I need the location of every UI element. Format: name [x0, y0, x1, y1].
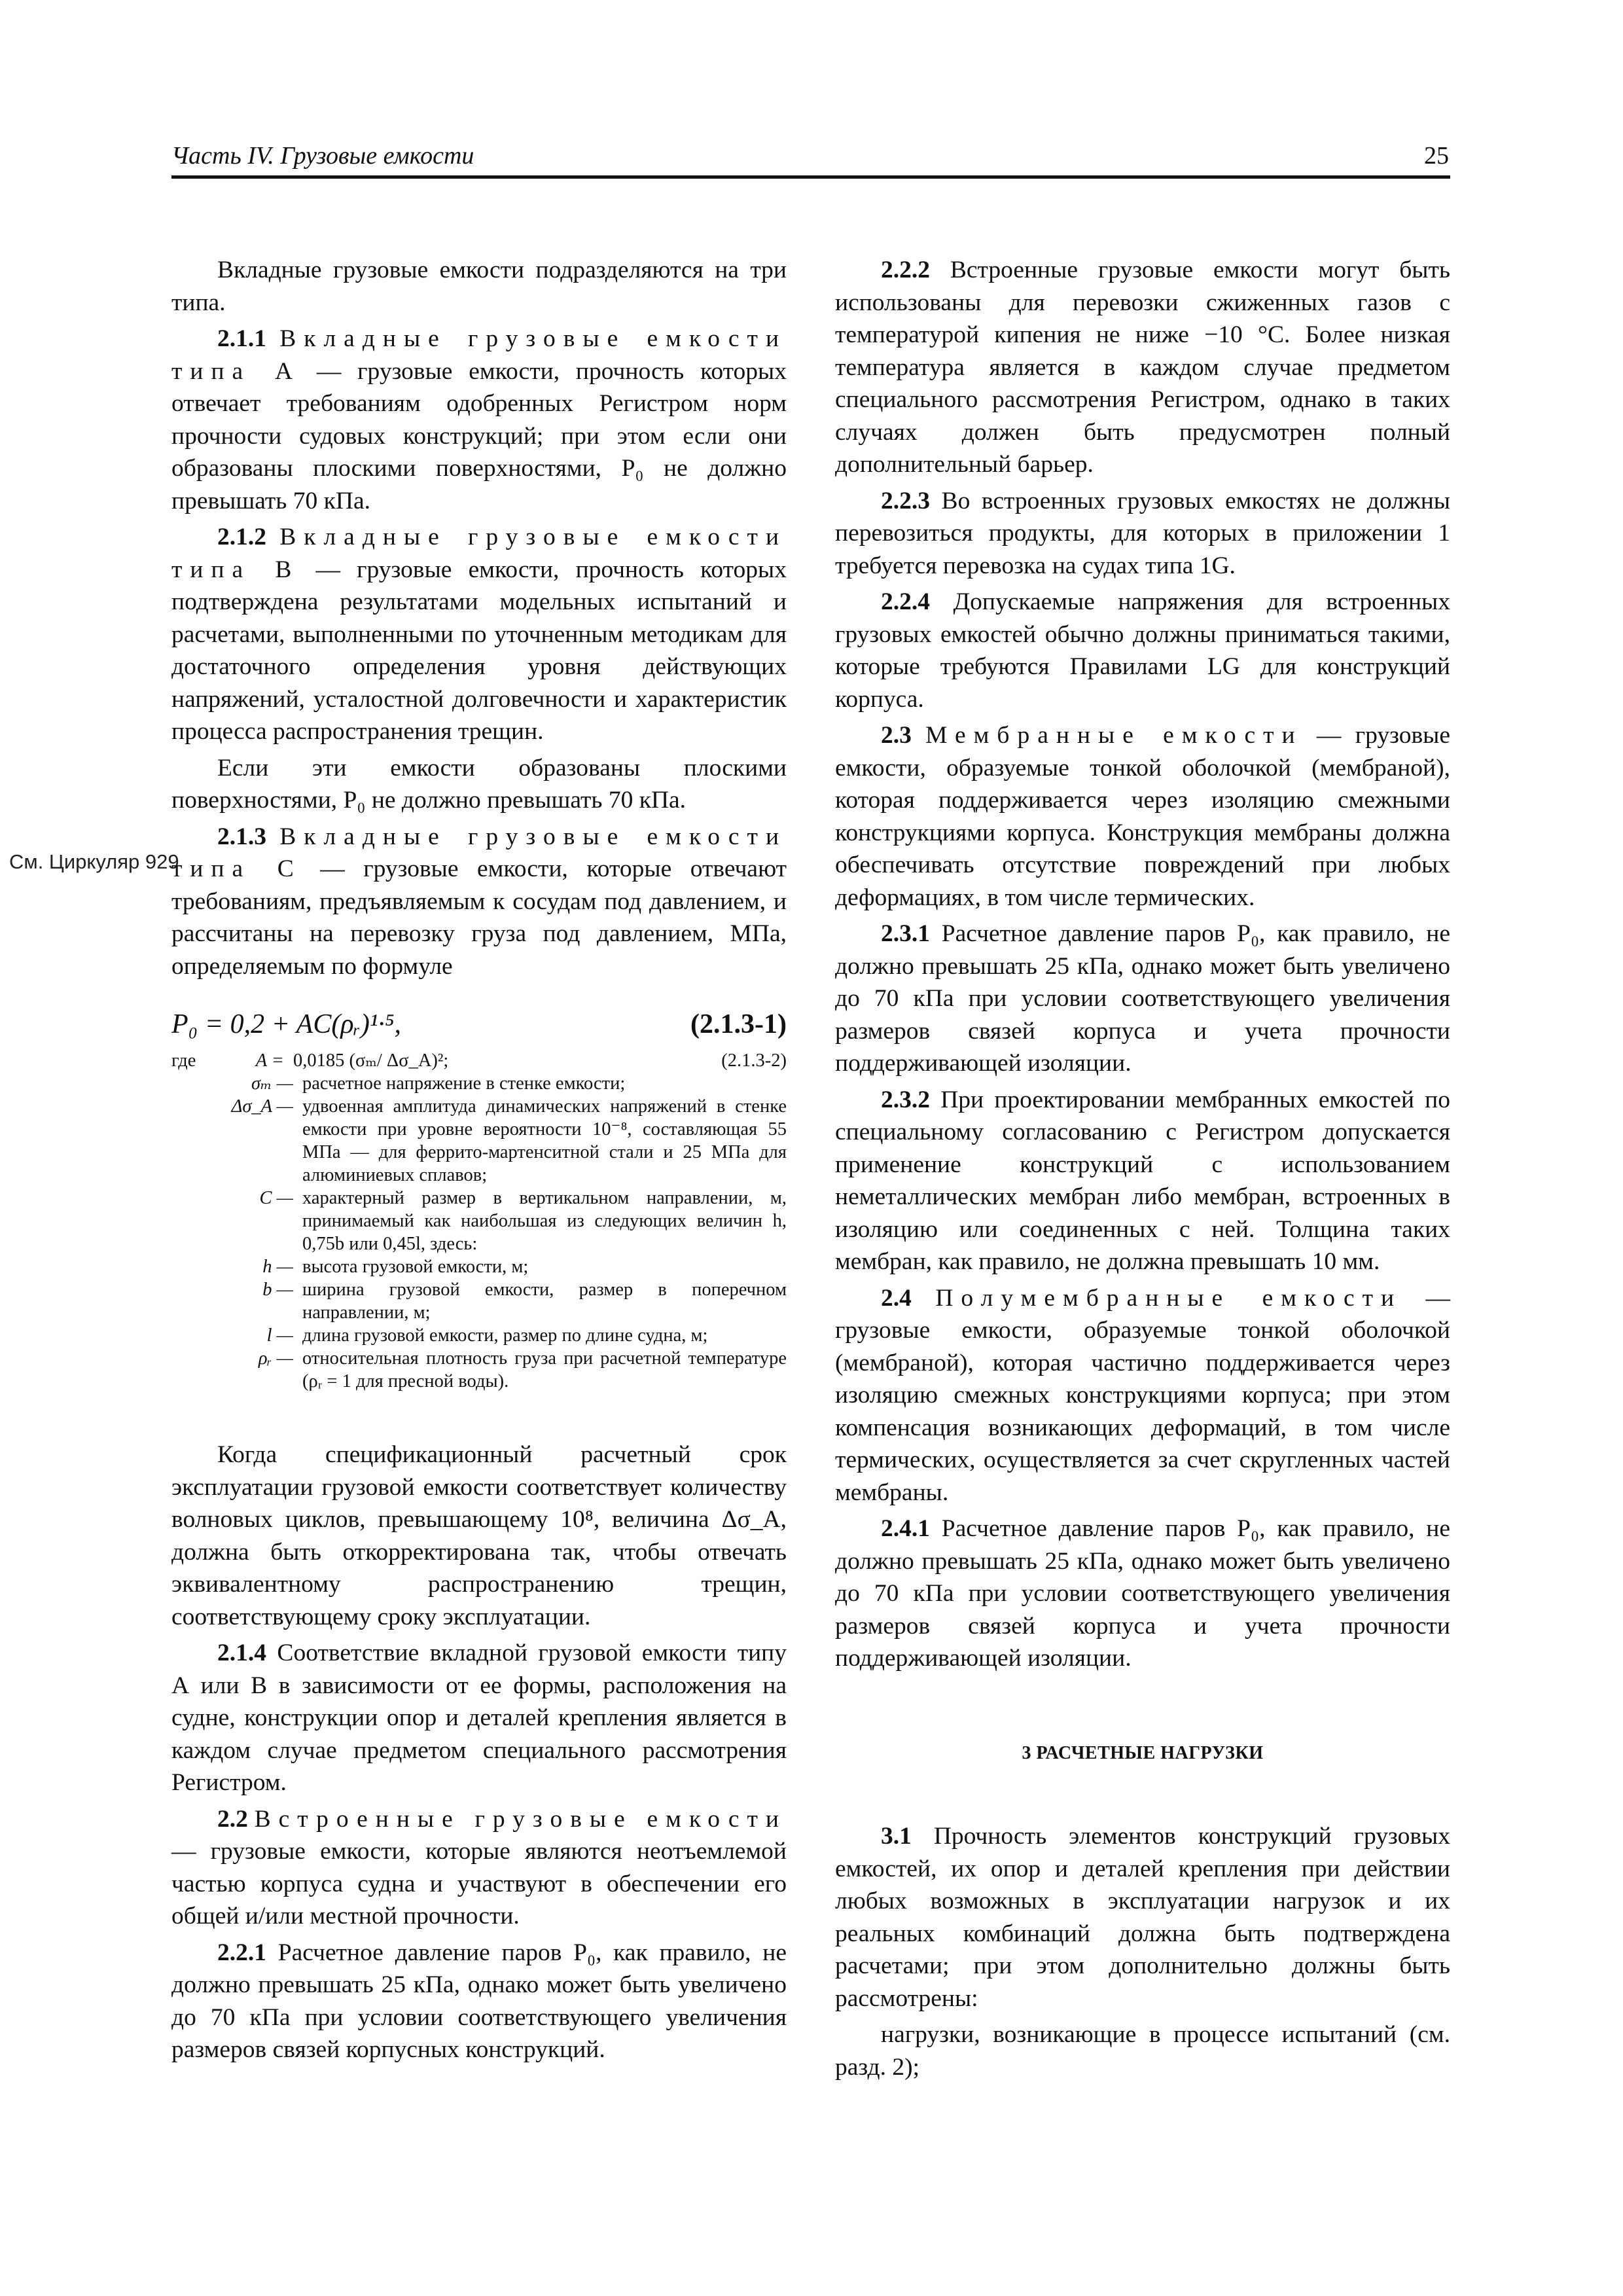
definition-symbol: b —	[262, 1280, 293, 1300]
definition-row	[171, 1095, 787, 1187]
para-number: 2.2.1	[217, 1939, 266, 1966]
paragraph-2-2	[171, 1803, 787, 1933]
para-title: Мембранные емкости	[925, 722, 1303, 749]
paragraph-3-1-item: нагрузки, возникающие в процессе испытаний (см. разд. 2);	[835, 2021, 1450, 2081]
right-column	[835, 254, 1450, 2087]
para-number: 2.2.2	[881, 257, 930, 283]
definition-symbol: C —	[259, 1188, 293, 1208]
paragraph-2-2-3	[835, 485, 1450, 583]
paragraph-service-life: Когда спецификационный расчетный срок эксплуатации грузовой емкости соответствует количеству волновых циклов, превышающему 10⁸, величина Δσ_A, должна быть откорректирована так, чтобы отвечать эквивалентному распространению трещин, соответствующему сроку эксплуатации.	[171, 1441, 787, 1630]
formula-definitions	[171, 1049, 787, 1393]
para-title: Вкладные грузовые емкости типа В	[171, 524, 787, 583]
para-title: Встроенные грузовые емкости	[254, 1805, 787, 1833]
definition-row	[171, 1072, 787, 1095]
definition-symbol: A =	[255, 1050, 284, 1071]
para-number: 3.1	[881, 1823, 912, 1850]
side-note-circular: См. Циркуляр 929	[9, 850, 179, 873]
definition-text: 0,0185 (σₘ/ Δσ_A)²;	[293, 1050, 449, 1071]
para-text: Расчетное давление паров P₀, как правило, не должно превышать 25 кПа, однако может быть увеличено до 70 кПа при условии соответствующего увеличения размеров связей корпуса и учета прочности поддерживающей изоляции.	[835, 1515, 1450, 1672]
page-number: 25	[1424, 142, 1449, 170]
para-text: — грузовые емкости, прочность которых отвечает требованиям одобренных Регистром норм прочности судовых конструкций; при этом если они образованы плоскими поверхностями, P₀ не должно превышать 70 кПа.	[171, 357, 787, 514]
definition-text: расчетное напряжение в стенке емкости;	[302, 1073, 626, 1094]
para-number: 2.3	[881, 722, 912, 749]
para-text: Соответствие вкладной грузовой емкости типу А или В в зависимости от ее формы, расположения на судне, конструкции опор и деталей крепления является в каждом случае предметом специального рассмотрения Регистром.	[171, 1640, 787, 1796]
para-title: Полумембранные емкости	[935, 1284, 1402, 1312]
paragraph-2-1-2-flat: Если эти емкости образованы плоскими поверхностями, P₀ не должно превышать 70 кПа.	[171, 754, 787, 814]
para-number: 2.1.3	[217, 823, 266, 850]
para-text: Допускаемые напряжения для встроенных грузовых емкостей обычно должны приниматься такими, которые требуются Правилами LG для конструкций корпуса.	[835, 588, 1450, 713]
para-number: 2.2.4	[881, 588, 930, 615]
formula-expression: P₀ = 0,2 + AC(ρᵣ)¹·⁵,	[171, 1009, 402, 1039]
paragraph-2-1-4	[171, 1637, 787, 1799]
definition-symbol: ρᵣ —	[258, 1348, 293, 1369]
para-text: — грузовые емкости, прочность которых подтверждена результатами модельных испытаний и расчетами, выполненными по уточненным методикам для достаточного определения уровня действующих напряжений, усталостной долговечности и характеристик процесса распространения трещин.	[171, 556, 787, 745]
para-number: 2.1.1	[217, 325, 266, 352]
definition-symbol: h —	[262, 1257, 293, 1277]
definition-row	[171, 1187, 787, 1255]
para-text: — грузовые емкости, которые отвечают требованиям, предъявляемым к сосудам под давлением, и рассчитаны на перевозку груза под давлением, МПа, определяемым по формуле	[171, 855, 787, 980]
para-text: Прочность элементов конструкций грузовых емкостей, их опор и деталей крепления при действии любых возможных в эксплуатации нагрузок и их реальных комбинаций должна быть подтверждена расчетами; при этом дополнительно должны быть рассмотрены:	[835, 1823, 1450, 2012]
para-text: Расчетное давление паров P₀, как правило, не должно превышать 25 кПа, однако может быть увеличено до 70 кПа при условии соответствующего увеличения размеров связей корпусных конструкций.	[171, 1939, 787, 2063]
para-number: 2.1.2	[217, 524, 266, 550]
definition-text: длина грузовой емкости, размер по длине судна, м;	[302, 1325, 708, 1346]
para-title: Вкладные грузовые емкости типа С	[171, 823, 787, 882]
para-number: 2.3.2	[881, 1086, 930, 1113]
definition-row	[171, 1255, 787, 1278]
paragraph-2-2-2	[835, 254, 1450, 481]
paragraph-2-2-4	[835, 586, 1450, 715]
definition-text: удвоенная амплитуда динамических напряжений в стенке емкости при уровне вероятности 10⁻⁸, составляющая 55 МПа — для феррито-мартенситной стали и 25 МПа для алюминиевых сплавов;	[302, 1096, 787, 1185]
where-label: где	[171, 1050, 196, 1071]
para-number: 2.3.1	[881, 920, 930, 947]
left-column	[171, 254, 787, 2070]
definition-row	[171, 1278, 787, 1324]
formula-number: (2.1.3-1)	[690, 1009, 787, 1039]
para-text: Встроенные грузовые емкости могут быть использованы для перевозки сжиженных газов с температурой кипения не ниже −10 °С. Более низкая температура является в каждом случае предметом специального рассмотрения Регистром, однако в таких случаях должен быть предусмотрен полный дополнительный барьер.	[835, 257, 1450, 478]
definition-equation-number: (2.1.3-2)	[721, 1050, 787, 1071]
para-text: При проектировании мембранных емкостей по специальному согласованию с Регистром допускается применение конструкций с использованием неметаллических мембран либо мембран, встроенных в изоляцию или соединенных с ней. Толщина таких мембран, как правило, не должна превышать 10 мм.	[835, 1086, 1450, 1275]
para-number: 2.4.1	[881, 1515, 930, 1542]
para-number: 2.2.3	[881, 487, 930, 514]
definition-row	[171, 1324, 787, 1347]
para-number: 2.1.4	[217, 1640, 266, 1666]
intro-paragraph: Вкладные грузовые емкости подразделяются на три типа.	[171, 257, 787, 316]
para-number: 2.4	[881, 1284, 912, 1312]
definition-text: характерный размер в вертикальном направлении, м, принимаемый как наибольшая из следующих величин h, 0,75b или 0,45l, здесь:	[302, 1188, 787, 1254]
running-header-title: Часть IV. Грузовые емкости	[171, 142, 474, 170]
definition-text: ширина грузовой емкости, размер в поперечном направлении, м;	[302, 1280, 787, 1323]
paragraph-2-3-1	[835, 918, 1450, 1080]
definition-symbol: σₘ —	[251, 1073, 293, 1094]
header-rule	[171, 175, 1450, 179]
definition-symbol: Δσ_A —	[231, 1096, 293, 1117]
paragraph-2-3-2	[835, 1084, 1450, 1278]
definition-row-a	[171, 1049, 787, 1072]
para-text: — грузовые емкости, образуемые тонкой оболочкой (мембраной), которая частично поддерживается через изоляцию смежных конструкциями корпуса; при этом компенсация возникающих деформаций, в том числе термических, осуществляется за счет скругленных частей мембраны.	[835, 1284, 1451, 1506]
definition-row	[171, 1347, 787, 1393]
paragraph-2-3	[835, 719, 1450, 914]
para-text: — грузовые емкости, которые являются неотъемлемой частью корпуса судна и участвуют в обеспечении его общей и/или местной прочности.	[171, 1838, 787, 1929]
para-text: — грузовые емкости, образуемые тонкой оболочкой (мембраной), которая поддерживается через изоляцию смежными конструкциями корпуса. Конструкция мембраны должна обеспечивать отсутствие повреждений при любых деформациях, в том числе термических.	[835, 722, 1450, 911]
paragraph-2-4-1	[835, 1513, 1450, 1675]
paragraph-2-2-1	[171, 1937, 787, 2066]
para-text: Во встроенных грузовых емкостях не должны перевозиться продукты, для которых в приложении 1 требуется перевозка на судах типа 1G.	[835, 487, 1450, 579]
paragraph-2-4	[835, 1282, 1450, 1509]
definition-text: относительная плотность груза при расчетной температуре (ρᵣ = 1 для пресной воды).	[302, 1348, 787, 1391]
section-3-heading: 3 РАСЧЕТНЫЕ НАГРУЗКИ	[1022, 1742, 1264, 1763]
definition-text: высота грузовой емкости, м;	[302, 1257, 529, 1277]
para-text: Расчетное давление паров P₀, как правило, не должно превышать 25 кПа, однако может быть увеличено до 70 кПа при условии соответствующего увеличения размеров связей корпуса и учета прочности поддерживающей изоляции.	[835, 920, 1450, 1077]
paragraph-2-1-3	[171, 821, 787, 983]
paragraph-2-1-1	[171, 323, 787, 517]
definition-symbol: l —	[266, 1325, 293, 1346]
paragraph-2-1-2	[171, 521, 787, 748]
para-number: 2.2	[217, 1805, 248, 1833]
formula-2-1-3-1	[171, 1006, 787, 1043]
para-title: Вкладные грузовые емкости типа А	[171, 325, 787, 385]
paragraph-3-1	[835, 1820, 1450, 2015]
